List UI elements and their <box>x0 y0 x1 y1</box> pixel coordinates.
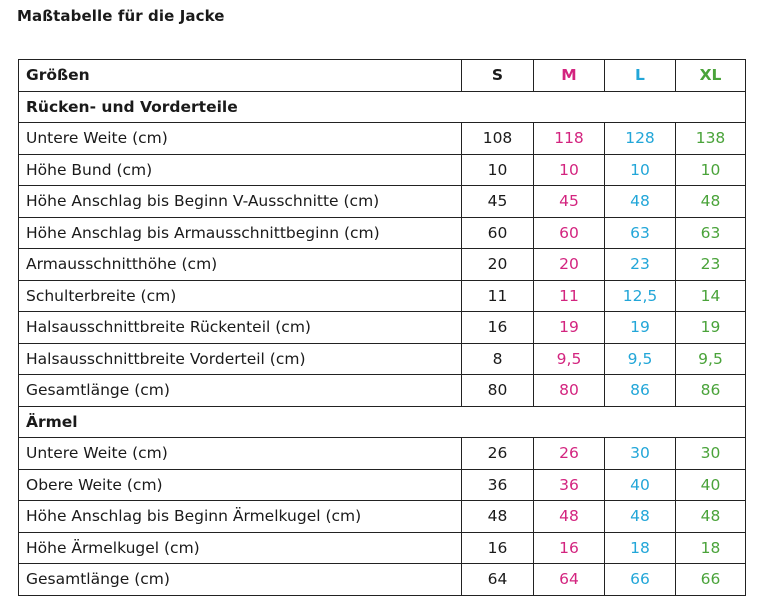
value-size-xl: 18 <box>676 532 746 564</box>
value-size-l: 9,5 <box>605 343 676 375</box>
value-size-xl: 10 <box>676 154 746 186</box>
value-size-xl: 30 <box>676 438 746 470</box>
value-size-l: 19 <box>605 312 676 344</box>
table-row <box>19 154 746 186</box>
row-label: Höhe Anschlag bis Armausschnittbeginn (cm) <box>19 217 462 249</box>
value-size-s: 80 <box>462 375 534 407</box>
row-label: Untere Weite (cm) <box>19 123 462 155</box>
table-row <box>19 438 746 470</box>
value-size-xl: 23 <box>676 249 746 281</box>
table-header-row <box>19 60 746 92</box>
value-size-xl: 48 <box>676 501 746 533</box>
value-size-s: 45 <box>462 186 534 218</box>
value-size-m: 16 <box>534 532 605 564</box>
size-table <box>18 59 746 596</box>
value-size-l: 63 <box>605 217 676 249</box>
section-title: Ärmel <box>19 406 746 438</box>
value-size-l: 48 <box>605 186 676 218</box>
section-title: Rücken- und Vorderteile <box>19 91 746 123</box>
value-size-m: 36 <box>534 469 605 501</box>
value-size-m: 9,5 <box>534 343 605 375</box>
value-size-xl: 66 <box>676 564 746 596</box>
header-size-m: M <box>534 60 605 92</box>
header-size-xl: XL <box>676 60 746 92</box>
value-size-xl: 14 <box>676 280 746 312</box>
value-size-l: 40 <box>605 469 676 501</box>
table-row <box>19 375 746 407</box>
value-size-s: 16 <box>462 312 534 344</box>
table-row <box>19 186 746 218</box>
row-label: Höhe Bund (cm) <box>19 154 462 186</box>
value-size-l: 23 <box>605 249 676 281</box>
value-size-m: 80 <box>534 375 605 407</box>
table-row <box>19 123 746 155</box>
value-size-s: 48 <box>462 501 534 533</box>
value-size-m: 10 <box>534 154 605 186</box>
table-row <box>19 312 746 344</box>
value-size-m: 48 <box>534 501 605 533</box>
value-size-xl: 9,5 <box>676 343 746 375</box>
row-label: Schulterbreite (cm) <box>19 280 462 312</box>
section-row <box>19 406 746 438</box>
value-size-xl: 19 <box>676 312 746 344</box>
value-size-m: 11 <box>534 280 605 312</box>
row-label: Gesamtlänge (cm) <box>19 375 462 407</box>
value-size-m: 26 <box>534 438 605 470</box>
value-size-m: 45 <box>534 186 605 218</box>
value-size-l: 12,5 <box>605 280 676 312</box>
table-row <box>19 469 746 501</box>
value-size-l: 128 <box>605 123 676 155</box>
value-size-l: 18 <box>605 532 676 564</box>
value-size-s: 36 <box>462 469 534 501</box>
header-size-l: L <box>605 60 676 92</box>
value-size-m: 19 <box>534 312 605 344</box>
row-label: Halsausschnittbreite Rückenteil (cm) <box>19 312 462 344</box>
row-label: Gesamtlänge (cm) <box>19 564 462 596</box>
row-label: Halsausschnittbreite Vorderteil (cm) <box>19 343 462 375</box>
page-title: Maßtabelle für die Jacke <box>17 7 225 25</box>
value-size-s: 60 <box>462 217 534 249</box>
value-size-l: 66 <box>605 564 676 596</box>
table-row <box>19 501 746 533</box>
value-size-s: 20 <box>462 249 534 281</box>
value-size-l: 48 <box>605 501 676 533</box>
value-size-m: 118 <box>534 123 605 155</box>
table-row <box>19 564 746 596</box>
value-size-s: 16 <box>462 532 534 564</box>
value-size-l: 86 <box>605 375 676 407</box>
section-row <box>19 91 746 123</box>
table-row <box>19 532 746 564</box>
value-size-s: 108 <box>462 123 534 155</box>
row-label: Höhe Anschlag bis Beginn Ärmelkugel (cm) <box>19 501 462 533</box>
value-size-xl: 63 <box>676 217 746 249</box>
value-size-l: 10 <box>605 154 676 186</box>
value-size-s: 26 <box>462 438 534 470</box>
table-row <box>19 217 746 249</box>
row-label: Untere Weite (cm) <box>19 438 462 470</box>
table-row <box>19 249 746 281</box>
header-size-s: S <box>462 60 534 92</box>
table-body <box>19 91 746 595</box>
row-label: Höhe Ärmelkugel (cm) <box>19 532 462 564</box>
table-row <box>19 280 746 312</box>
value-size-xl: 86 <box>676 375 746 407</box>
value-size-xl: 138 <box>676 123 746 155</box>
row-label: Obere Weite (cm) <box>19 469 462 501</box>
row-label: Höhe Anschlag bis Beginn V-Ausschnitte (cm) <box>19 186 462 218</box>
table-row <box>19 343 746 375</box>
value-size-s: 8 <box>462 343 534 375</box>
value-size-xl: 48 <box>676 186 746 218</box>
value-size-s: 64 <box>462 564 534 596</box>
header-label: Größen <box>19 60 462 92</box>
row-label: Armausschnitthöhe (cm) <box>19 249 462 281</box>
value-size-s: 11 <box>462 280 534 312</box>
value-size-s: 10 <box>462 154 534 186</box>
value-size-l: 30 <box>605 438 676 470</box>
value-size-m: 60 <box>534 217 605 249</box>
value-size-m: 64 <box>534 564 605 596</box>
value-size-m: 20 <box>534 249 605 281</box>
value-size-xl: 40 <box>676 469 746 501</box>
